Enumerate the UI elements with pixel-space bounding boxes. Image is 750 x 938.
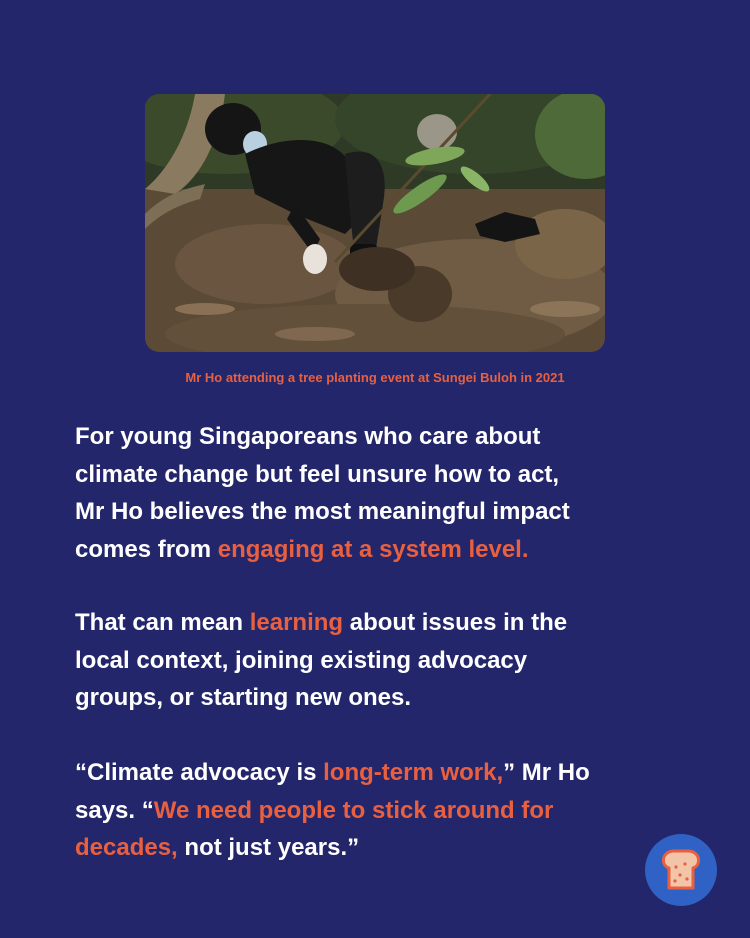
p3-line1-prefix: “Climate advocacy is xyxy=(75,759,324,786)
p1-line4-prefix: comes from xyxy=(75,535,218,563)
p3-line2-prefix: says. “ xyxy=(75,796,154,824)
p3-line3-suffix: not just years.” xyxy=(177,834,360,861)
paragraph-3 xyxy=(75,754,675,867)
p2-line1-prefix: That can mean xyxy=(75,609,250,636)
p3-highlight-2: We need people to stick around for xyxy=(153,796,554,824)
p3-highlight-1: long-term work, xyxy=(323,759,504,786)
tree-planting-photo xyxy=(145,94,605,352)
p1-line2: climate change but feel unsure how to act, xyxy=(75,460,560,488)
p1-line1: For young Singaporeans who care about xyxy=(75,423,541,450)
toast-icon xyxy=(645,834,717,906)
p2-highlight: learning xyxy=(249,609,344,636)
p3-line1-suffix: ” Mr Ho xyxy=(503,759,590,786)
paragraph-1 xyxy=(75,418,675,568)
brand-logo xyxy=(645,834,717,906)
p2-line1-suffix: about issues in the xyxy=(343,609,568,636)
photo-illustration xyxy=(145,94,605,352)
p3-highlight-3: decades, xyxy=(75,834,178,861)
p1-highlight: engaging at a system level. xyxy=(217,535,529,563)
p1-line3: Mr Ho believes the most meaningful impact xyxy=(75,498,570,525)
p2-line3: groups, or starting new ones. xyxy=(75,684,412,711)
paragraph-2 xyxy=(75,604,675,717)
p2-line2: local context, joining existing advocacy xyxy=(75,646,528,674)
photo-caption: Mr Ho attending a tree planting event at Sungei Buloh in 2021 xyxy=(185,370,565,385)
